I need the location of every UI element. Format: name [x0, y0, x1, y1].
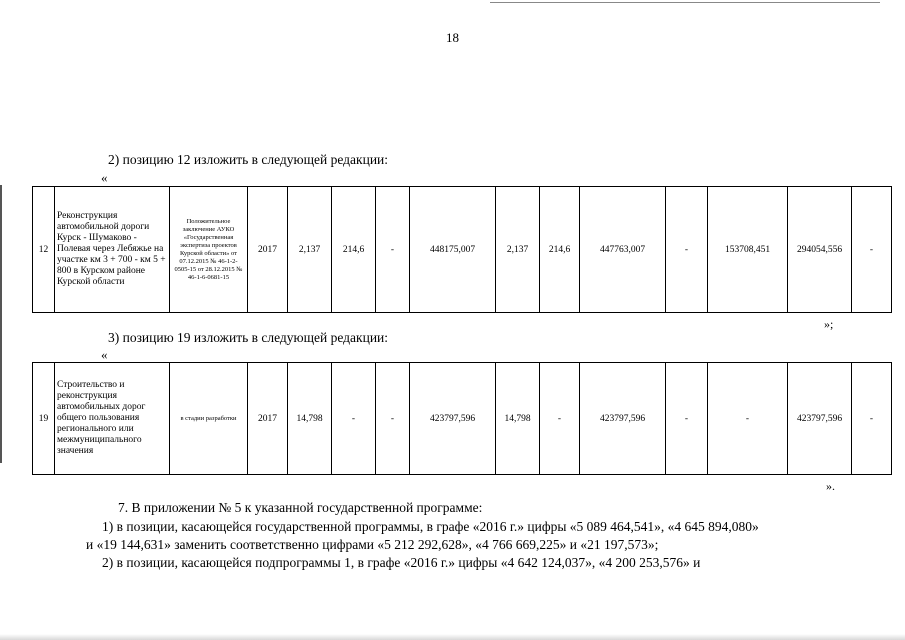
table-cell: -: [540, 363, 580, 475]
table-cell: 447763,007: [580, 187, 666, 313]
paragraph-7: 7. В приложении № 5 к указанной государственной программе:: [118, 500, 483, 515]
table-cell: 423797,596: [410, 363, 496, 475]
scan-bottom-edge: [0, 634, 905, 640]
paragraph-7-1-line-2: и «19 144,631» заменить соответственно цифрами «5 212 292,628», «4 766 669,225» и «21 197,573»;: [86, 537, 659, 552]
table-cell: 448175,007: [410, 187, 496, 313]
table-cell: 423797,596: [788, 363, 852, 475]
table-cell: -: [332, 363, 376, 475]
basis-document: в стадии разработки: [170, 363, 248, 475]
table-cell: -: [376, 187, 410, 313]
paragraph-7-2-line-1: 2) в позиции, касающейся подпрограммы 1, в графе «2016 г.» цифры «4 642 124,037», «4 200 253,576» и: [102, 555, 701, 570]
table-cell: 214,6: [540, 187, 580, 313]
table-cell: -: [852, 187, 892, 313]
table-cell: 153708,451: [708, 187, 788, 313]
table-cell: 14,798: [288, 363, 332, 475]
close-quote-2: ».: [826, 479, 835, 493]
close-quote-1: »;: [824, 317, 834, 331]
table-cell: 2,137: [288, 187, 332, 313]
table-cell: 2017: [248, 187, 288, 313]
header-rule: [490, 2, 880, 3]
paragraph-7-1-line-1: 1) в позиции, касающейся государственной программы, в графе «2016 г.» цифры «5 089 464,541», «4 645 894,080»: [102, 519, 759, 534]
table-row: [33, 363, 892, 475]
table-cell: -: [666, 363, 708, 475]
table-cell: 2,137: [496, 187, 540, 313]
scan-edge: [0, 185, 2, 463]
page-number: 18: [446, 30, 459, 45]
position-12-table: [32, 186, 892, 313]
open-quote-2: «: [101, 347, 108, 362]
position-number: 19: [33, 363, 55, 475]
table-cell: -: [852, 363, 892, 475]
table-cell: 14,798: [496, 363, 540, 475]
item-2-heading: 2) позицию 12 изложить в следующей редакции:: [108, 152, 389, 167]
object-name: Строительство и реконструкция автомобильных дорог общего пользования регионального или межмуниципального значения: [55, 363, 170, 475]
table-cell: -: [666, 187, 708, 313]
table-row: [33, 187, 892, 313]
table-cell: 2017: [248, 363, 288, 475]
table-cell: 214,6: [332, 187, 376, 313]
position-number: 12: [33, 187, 55, 313]
open-quote-1: «: [101, 170, 108, 185]
item-3-heading: 3) позицию 19 изложить в следующей редакции:: [108, 330, 389, 345]
object-name: Реконструкция автомобильной дороги Курск - Шумаково - Полевая через Лебяжье на участке км 3 + 700 - км 5 + 800 в Курском районе Курской области: [55, 187, 170, 313]
table-cell: -: [376, 363, 410, 475]
table-cell: 423797,596: [580, 363, 666, 475]
basis-document: Положительное заключение АУКО «Государственная экспертиза проектов Курской области» от 07.12.2015 № 46-1-2-0505-15 от 28.12.2015 № 46-1-6-0681-15: [170, 187, 248, 313]
table-cell: 294054,556: [788, 187, 852, 313]
table-cell: -: [708, 363, 788, 475]
position-19-table: [32, 362, 892, 475]
